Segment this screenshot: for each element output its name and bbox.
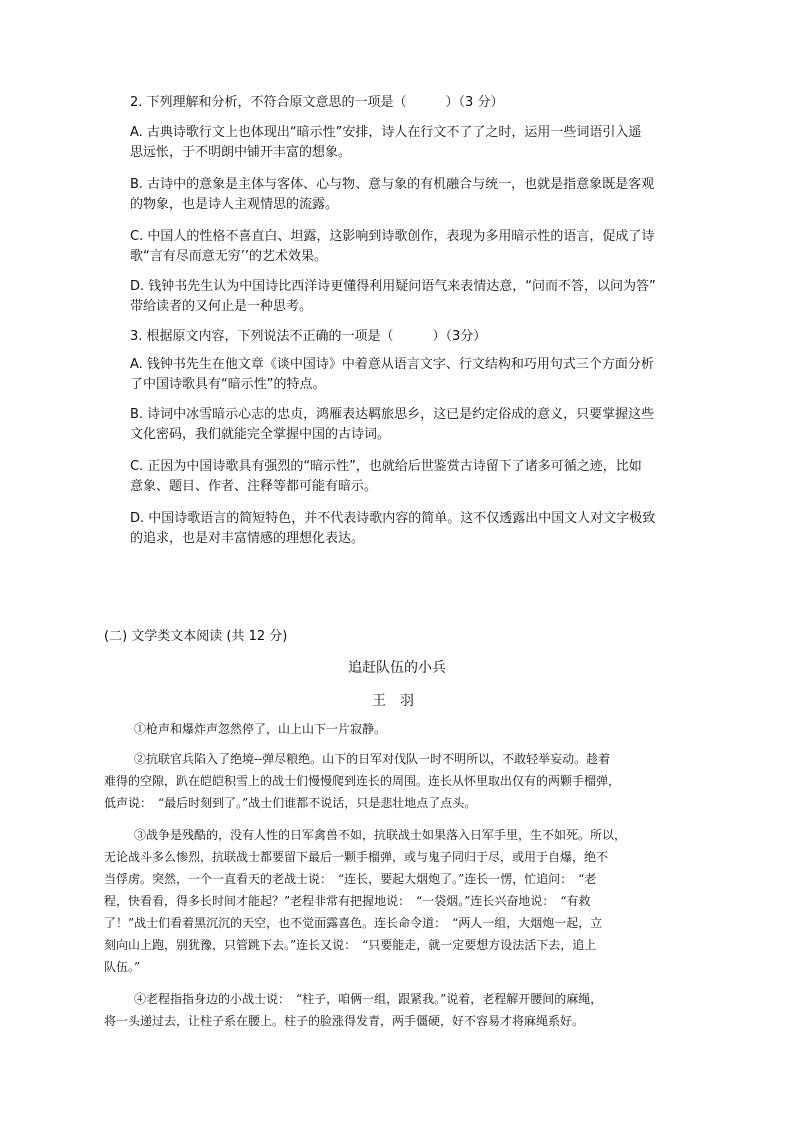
q2-option-d-line1: D. 钱钟书先生认为中国诗比西洋诗更懂得利用疑问语气来表情达意，“问而不答，以问为答” [130,279,656,294]
paragraph-3-line6: 刻向山上跑，别犹豫，只管跳下去。”连长又说： “只要能走，就一定要想方设法活下去，追上 [104,938,597,952]
q3-option-c-line2: 意象、题目、作者、注释等都可能有暗示。 [130,479,378,494]
q2-option-a-line1: A. 古典诗歌行文上也体现出“暗示性”安排，诗人在行文不了了之时，运用一些词语引入遥 [130,125,642,140]
story-title: 追赶队伍的小兵 [348,660,446,676]
q3-option-d-line1: D. 中国诗歌语言的简短特色，并不代表诗歌内容的简单。这不仅透露出中国文人对文字极致 [130,511,656,526]
question-2-stem: 2. 下列理解和分析，不符合原文意思的一项是（ ）（3 分） [130,95,504,110]
paragraph-3-line1: ③战争是残酷的，没有人性的日军禽兽不如，抗联战士如果落入日军手里，生不如死。所以， [134,828,627,842]
q2-option-c-line1: C. 中国人的性格不喜直白、坦露，这影响到诗歌创作，表现为多用暗示性的语言，促成了诗 [130,229,655,244]
paragraph-3-line3: 当俘虏。突然，一个一直看天的老战士说： “连长，要起大烟炮了。”连长一愣，忙追问： “老 [104,872,597,886]
story-author: 王 羽 [372,693,414,709]
paragraph-3-line7: 队伍。” [104,960,141,974]
q2-option-b-line1: B. 古诗中的意象是主体与客体、心与物、意与象的有机融合与统一，也就是指意象既是客观 [130,177,655,192]
paragraph-2-line2: 难得的空隙，趴在皑皑积雪上的战士们慢慢爬到连长的周围。连长从怀里取出仅有的两颗手榴弹， [104,774,621,788]
q3-option-a-line1: A. 钱钟书先生在他文章《谈中国诗》中着意从语言文字、行文结构和巧用句式三个方面分析 [130,357,654,372]
paragraph-2-line3: 低声说： “最后时刻到了。”战士们谁都不说话，只是悲壮地点了点头。 [104,796,477,810]
q3-option-b-line1: B. 诗词中冰雪暗示心志的忠贞，鸿雁表达羁旅思乡，这已是约定俗成的意义，只要掌握这些 [130,407,655,422]
q3-option-d-line2: 的追求，也是对丰富情感的理想化表达。 [130,531,365,546]
question-3-stem: 3. 根据原文内容，下列说法不正确的一项是（ ）（3分） [130,329,487,344]
paragraph-4-line2: 将一头递过去，让柱子系在腰上。柱子的脸涨得发青，两手僵硬，好不容易才将麻绳系好。 [104,1014,585,1028]
section-heading: (二) 文学类文本阅读 (共 12 分) [104,629,288,644]
paragraph-3-line5: 了！”战士们看着黑沉沉的天空，也不觉面露喜色。连长命令道： “两人一组，大烟炮一起，立 [104,916,603,930]
q2-option-b-line2: 的物象，也是诗人主观情思的流露。 [130,197,339,212]
q3-option-b-line2: 文化密码，我们就能完全掌握中国的古诗词。 [130,427,391,442]
q2-option-d-line2: 带给读者的又何止是一种思考。 [130,299,313,314]
paragraph-3-line2: 无论战斗多么惨烈，抗联战士都要留下最后一颗手榴弹，或与鬼子同归于尽，或用于自爆，绝不 [104,850,609,864]
q3-option-a-line2: 了中国诗歌具有“暗示性”的特点。 [130,377,326,392]
paragraph-1: ①枪声和爆炸声忽然停了，山上山下一片寂静。 [134,722,387,736]
q2-option-c-line2: 歌“言有尽而意无穷’’的艺术效果。 [130,249,327,264]
paragraph-3-line4: 程，快看看，得多长时间才能起？”老程非常有把握地说： “一袋烟。”连长兴奋地说： “有救 [104,894,591,908]
q3-option-c-line1: C. 正因为中国诗歌具有强烈的“暗示性”，也就给后世鉴赏古诗留下了诸多可循之迹，比如 [130,459,642,474]
q2-option-a-line2: 思远怅，于不明朗中铺开丰富的想象。 [130,145,352,160]
paragraph-4-line1: ④老程指指身边的小战士说： “柱子，咱俩一组，跟紧我。”说着，老程解开腰间的麻绳， [134,992,603,1006]
paragraph-2-line1: ②抗联官兵陷入了绝境--弹尽粮绝。山下的日军对伐队一时不明所以，不敢轻举妄动。趁着 [134,752,611,766]
